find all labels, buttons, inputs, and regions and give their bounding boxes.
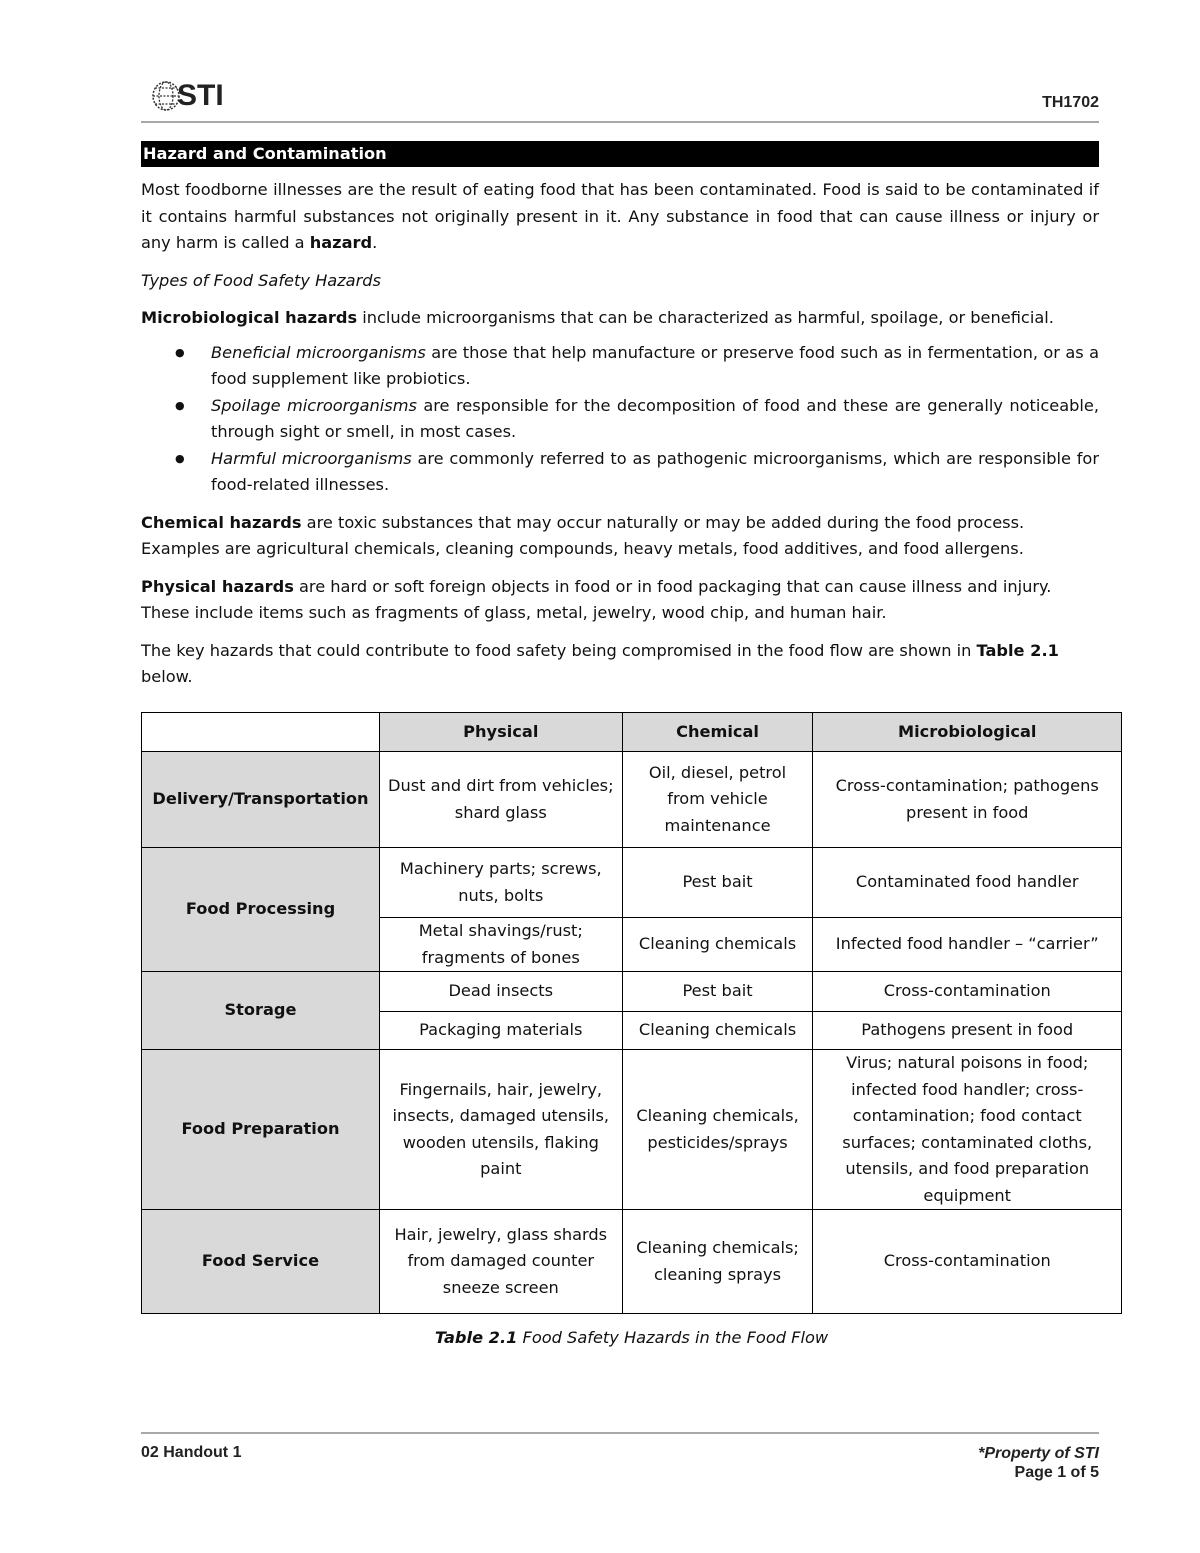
column-header-microbiological: Microbiological [813,713,1122,752]
table-cell: Oil, diesel, petrol from vehicle maintenance [622,752,813,848]
column-header-physical: Physical [379,713,622,752]
table-intro-paragraph [141,638,1099,691]
list-item [141,446,1099,499]
empty-header-cell [142,713,380,752]
table-cell: Cleaning chemicals, pesticides/sprays [622,1050,813,1210]
page-header [141,72,1099,124]
table-ref: Table 2.1 [976,640,1059,660]
list-item [141,393,1099,446]
table-row [142,752,1122,848]
sti-logo [151,78,224,114]
bullet-term: Beneficial microorganisms [211,342,426,362]
table-row [142,1210,1122,1314]
handout-label: 02 Handout 1 [141,1444,242,1461]
bullet-text: are responsible for the decomposition of food and these are generally noticeable, through sight or smell, in most cases. [211,395,1099,441]
section-title: Hazard and Contamination [141,141,1099,167]
document-code: TH1702 [1042,94,1099,111]
caption-label: Table 2.1 [434,1328,518,1347]
table-cell: Pathogens present in food [813,1012,1122,1050]
table-caption [141,1328,1122,1347]
stage-storage: Storage [142,972,380,1050]
stage-service: Food Service [142,1210,380,1314]
types-heading: Types of Food Safety Hazards [141,270,381,290]
bullet-text: are those that help manufacture or preserve food such as in fermentation, or as a food supplement like probiotics. [211,342,1099,388]
micro-text: include microorganisms that can be characterized as harmful, spoilage, or beneficial. [357,308,1054,327]
micro-paragraph [141,305,1099,332]
list-item [141,340,1099,393]
table-cell: Cleaning chemicals [622,918,813,972]
hazard-term: hazard [309,233,373,252]
physical-term: Physical hazards [141,576,294,596]
caption-text: Food Safety Hazards in the Food Flow [517,1328,829,1347]
footer-right [978,1444,1099,1482]
table-intro-end: below. [141,667,193,686]
stage-processing: Food Processing [142,848,380,972]
table-cell: Cross-contamination; pathogens present in food [813,752,1122,848]
handout-content [141,141,1099,691]
table-cell: Cleaning chemicals [622,1012,813,1050]
bullet-term: Harmful microorganisms [211,448,412,468]
column-header-chemical: Chemical [622,713,813,752]
stage-preparation: Food Preparation [142,1050,380,1210]
chemical-term: Chemical hazards [141,512,302,532]
property-notice: *Property of STI [978,1445,1099,1462]
intro-end: . [372,233,378,252]
table-cell: Dead insects [379,972,622,1012]
table-cell: Machinery parts; screws, nuts, bolts [379,848,622,918]
page-number: Page 1 of 5 [1014,1464,1099,1481]
table-intro-text: The key hazards that could contribute to food safety being compromised in the food flow are shown in [141,640,977,660]
table-cell: Infected food handler – “carrier” [813,918,1122,972]
table-cell: Fingernails, hair, jewelry, insects, damaged utensils, wooden utensils, flaking paint [379,1050,622,1210]
table-cell: Virus; natural poisons in food; infected food handler; cross-contamination; food contact surfaces; contaminated cloths, utensils, and food preparation equipment [813,1050,1122,1210]
physical-text: are hard or soft foreign objects in food or in food packaging that can cause illness and injury. These include items such as fragments of glass, metal, jewelry, wood chip, and human hair. [141,576,1052,622]
table-row [142,1050,1122,1210]
table-cell: Pest bait [622,972,813,1012]
bullet-text: are commonly referred to as pathogenic microorganisms, which are responsible for food-related illnesses. [211,448,1099,494]
table-row [142,972,1122,1012]
table-cell: Contaminated food handler [813,848,1122,918]
table-cell: Pest bait [622,848,813,918]
table-header-row [142,713,1122,752]
food-safety-hazards-table [141,712,1122,1314]
table-cell: Metal shavings/rust; fragments of bones [379,918,622,972]
intro-text: Most foodborne illnesses are the result of eating food that has been contaminated. Food is said to be contaminated if it contains harmful substances not originally present in it. Any substance in food that can cause illness or injury or any harm is called a [141,180,1099,252]
table-cell: Hair, jewelry, glass shards from damaged counter sneeze screen [379,1210,622,1314]
stage-delivery: Delivery/Transportation [142,752,380,848]
micro-term: Microbiological hazards [141,308,358,327]
physical-paragraph [141,574,1099,627]
table-cell: Cross-contamination [813,1210,1122,1314]
intro-paragraph [141,177,1099,257]
footer-divider [141,1432,1099,1434]
header-divider [141,121,1099,123]
table-cell: Cross-contamination [813,972,1122,1012]
table-cell: Packaging materials [379,1012,622,1050]
bullet-term: Spoilage microorganisms [211,395,417,415]
micro-bullet-list [141,340,1099,499]
table-cell: Cleaning chemicals; cleaning sprays [622,1210,813,1314]
chemical-paragraph [141,510,1099,563]
table-cell: Dust and dirt from vehicles; shard glass [379,752,622,848]
chemical-text: are toxic substances that may occur naturally or may be added during the food process. Examples are agricultural chemicals, cleaning compounds, heavy metals, food additives, and food allergens. [141,512,1025,558]
table-row [142,848,1122,918]
logo-text: STI [177,79,224,112]
